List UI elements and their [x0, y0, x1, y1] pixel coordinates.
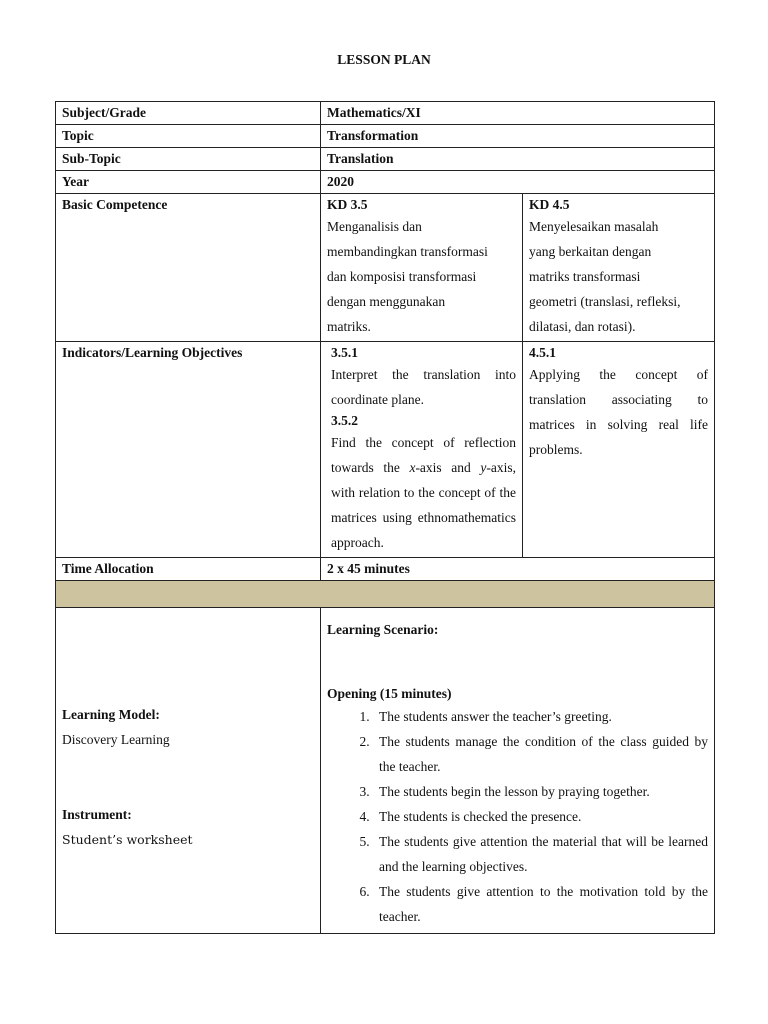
subject-label: Subject/Grade	[56, 102, 321, 125]
kd35-line: dengan menggunakan	[327, 294, 446, 309]
time-value: 2 x 45 minutes	[321, 558, 715, 581]
indicator-451-text: Applying the concept of translation associating to matrices in solving real life problems.	[529, 367, 709, 457]
year-label: Year	[56, 171, 321, 194]
row-year	[56, 171, 715, 194]
kd45-cell	[523, 194, 715, 342]
topic-value: Transformation	[321, 125, 715, 148]
document-title: LESSON PLAN	[337, 52, 431, 67]
opening-steps-list	[327, 704, 708, 929]
kd45-line: yang berkaitan dengan	[529, 244, 652, 259]
row-subtopic	[56, 148, 715, 171]
kd35-text	[327, 214, 516, 339]
kd45-line: geometri (translasi, refleksi,	[529, 294, 681, 309]
indicator-352-text	[331, 430, 516, 555]
kd45-line: matriks transformasi	[529, 269, 641, 284]
lesson-plan-table	[55, 101, 715, 934]
instrument-label: Instrument:	[62, 807, 132, 822]
kd35-title: KD 3.5	[327, 197, 368, 212]
basic-competence-label: Basic Competence	[56, 194, 321, 342]
time-label: Time Allocation	[56, 558, 321, 581]
section-divider	[56, 581, 715, 608]
kd35-line: dan komposisi transformasi	[327, 269, 477, 284]
learning-model-label: Learning Model:	[62, 707, 160, 722]
y-variable: y	[480, 460, 487, 475]
list-item: 4. The students is checked the presence.	[373, 804, 708, 829]
list-item: 2. The students manage the condition of the class guided by the teacher.	[373, 729, 708, 779]
indicator-352-part: Find the concept of reflection towards the	[331, 435, 516, 475]
model-cell	[56, 608, 321, 934]
x-variable: x	[409, 460, 416, 475]
row-indicators	[56, 342, 715, 558]
indicator-352-part: -axis, with relation to the concept of the matrices using ethnomathematics approach.	[331, 460, 516, 550]
row-time	[56, 558, 715, 581]
kd45-title: KD 4.5	[529, 197, 570, 212]
year-value: 2020	[321, 171, 715, 194]
scenario-label: Learning Scenario:	[327, 622, 439, 637]
indicator-451-title: 4.5.1	[529, 345, 556, 360]
row-basic-competence	[56, 194, 715, 342]
indicator-352-part: -axis and	[415, 460, 481, 475]
subtopic-label: Sub-Topic	[56, 148, 321, 171]
indicator-351-text: Interpret the translation into coordinate plane.	[331, 367, 516, 407]
instrument-value: Student’s worksheet	[62, 832, 193, 847]
row-scenario	[56, 608, 715, 934]
kd45-line: Menyelesaikan masalah	[529, 219, 659, 234]
list-item: 6. The students give attention to the motivation told by the teacher.	[373, 879, 708, 929]
indicator-352-title: 3.5.2	[331, 413, 358, 428]
kd45-text	[529, 214, 708, 339]
kd35-line: Menganalisis dan	[327, 219, 422, 234]
list-item: 1. The students answer the teacher’s greeting.	[373, 704, 708, 729]
kd45-line: dilatasi, dan rotasi).	[529, 319, 636, 334]
section-divider-band	[56, 581, 715, 608]
kd35-line: membandingkan transformasi	[327, 244, 488, 259]
list-item: 5. The students give attention the material that will be learned and the learning objectives.	[373, 829, 708, 879]
indicator-35-cell	[321, 342, 523, 558]
subtopic-value: Translation	[321, 148, 715, 171]
subject-value: Mathematics/XI	[321, 102, 715, 125]
row-subject	[56, 102, 715, 125]
list-item: 3. The students begin the lesson by praying together.	[373, 779, 708, 804]
indicator-351-title: 3.5.1	[331, 345, 358, 360]
indicator-45-cell	[523, 342, 715, 558]
kd35-line: matriks.	[327, 319, 371, 334]
row-topic	[56, 125, 715, 148]
learning-model-value: Discovery Learning	[62, 732, 170, 747]
opening-label: Opening (15 minutes)	[327, 686, 452, 701]
topic-label: Topic	[56, 125, 321, 148]
indicators-label: Indicators/Learning Objectives	[56, 342, 321, 558]
kd35-cell	[321, 194, 523, 342]
scenario-cell	[321, 608, 715, 934]
